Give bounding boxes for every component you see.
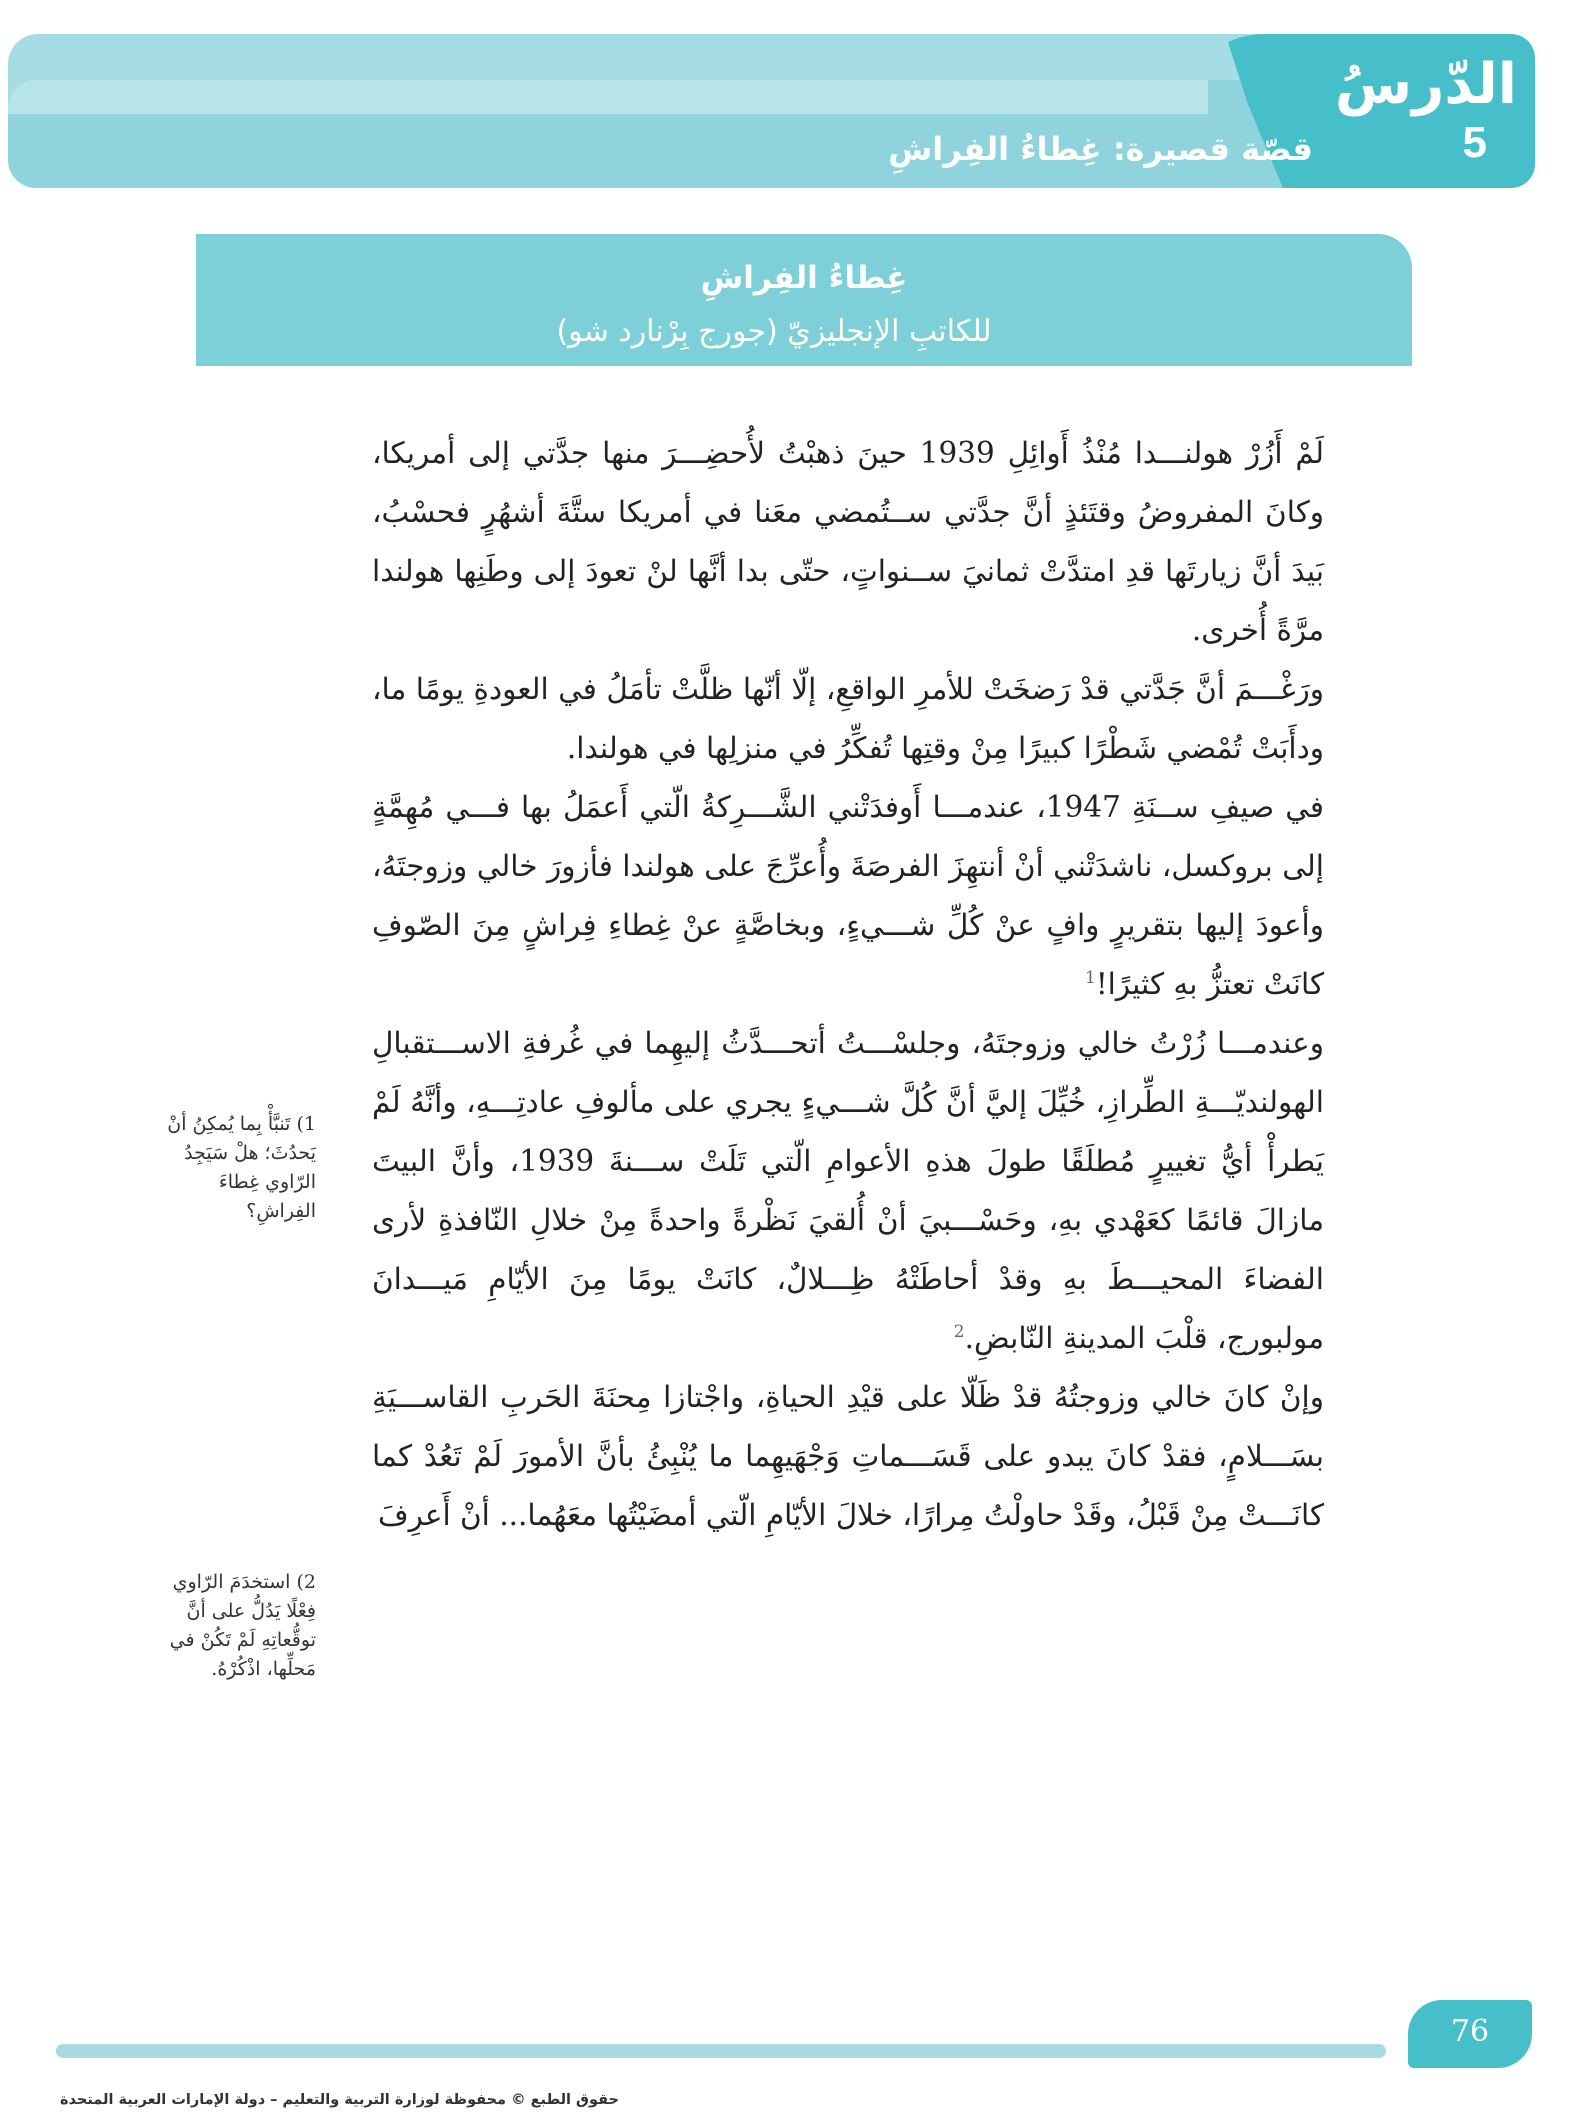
paragraph-4 [372, 1014, 1324, 1368]
paragraph-1: لَمْ أَزُرْ هولنـــدا مُنْذُ أَوائِلِ 1939 حينَ ذهبْتُ لأُحضِـــرَ منها جدَّتي إلى أمريكا، وكانَ المفروضُ وقتَئذٍ أنَّ جدَّتي ســتُمضي معَنا في أمريكا ستَّةَ أشهُرٍ فحسْبُ، بَيدَ أنَّ زيارتَها قدِ امتدَّتْ ثمانيَ ســنواتٍ، حتّى بدا أنَّها لنْ تعودَ إلى وطَنِها هولندا مرَّةً أُخرى. [372, 436, 1325, 647]
paragraph-3-text: في صيفِ ســنَةِ 1947، عندمـــا أَوفدَتْني الشَّـــرِكةُ الّتي أَعمَلُ بها فـــي مُهِمَّةٍ إلى بروكسل، ناشدَتْني أنْ أنتهِزَ الفرصَةَ وأُعرِّجَ على هولندا فأزورَ خالي وزوجتَهُ، وأعودَ إليها بتقريرٍ وافٍ عنْ كُلِّ شـــيءٍ، وبخاصَّةٍ عنْ غِطاءِ فِراشٍ مِنَ الصّوفِ كانَتْ تعتزُّ بهِ كثيرًا! [372, 790, 1325, 1001]
story-title-box [196, 234, 1412, 366]
page-number-tab [1408, 2000, 1532, 2068]
paragraph-2: ورَغْـــمَ أنَّ جَدَّتي قدْ رَضخَتْ للأمرِ الواقعِ، إلّا أنّها ظلَّتْ تأمَلُ في العودةِ يومًا ما، ودأَبَتْ تُمْضي شَطْرًا كبيرًا مِنْ وقتِها تُفكِّرُ في منزلِها في هولندا. [372, 672, 1324, 765]
paragraph-5: وإنْ كانَ خالي وزوجتُهُ قدْ ظَلّا على قيْدِ الحياةِ، واجْتازا مِحنَةَ الحَربِ القاســـيَةِ بسَـــلامٍ، فقدْ كانَ يبدو على قَسَـــماتِ وَجْهَيهِما ما يُنْبِئُ بأنَّ الأمورَ لَمْ تَعُدْ كما كانَـــتْ مِنْ قَبْلُ، وقَدْ حاولْتُ مِرارًا، خلالَ الأيّامِ الّتي أمضَيْتُها معَهُما... أنْ أَعرِفَ [372, 1380, 1324, 1532]
lesson-number: 5 [1462, 118, 1487, 167]
paragraph-4-text: وعندمـــا زُرْتُ خالي وزوجتَهُ، وجلسْـــتُ أتحـــدَّثُ إليهِما في غُرفةِ الاســـتقبالِ الهولنديّـــةِ الطِّرازِ، خُيِّلَ إليَّ أنَّ كُلَّ شـــيءٍ يجري على مألوفِ عادتِـــهِ، وأنَّهُ لَمْ يَطرأْ أيُّ تغييرٍ مُطلَقًا طولَ هذهِ الأعوامِ الّتي تَلَتْ ســـنةَ 1939، وأنَّ البيتَ مازالَ قائمًا كعَهْدي بهِ، وحَسْـــبيَ أنْ أُلقيَ نَظْرةً واحدةً مِنْ خلالِ النّافذةِ لأرى الفضاءَ المحيـــطَ بهِ وقدْ أحاطَتْهُ ظِـــلالٌ، كانَتْ يومًا مِنَ الأيّامِ مَيـــدانَ مولبورج، قلْبَ المدينةِ النّابضِ. [372, 1026, 1324, 1355]
footer-bar [56, 2044, 1386, 2058]
lesson-subtitle: قصّة قصيرة: غِطاءُ الفِراشِ [888, 130, 1313, 168]
story-author: للكاتبِ الإنجليزيّ (جورج بِرْنارد شو) [556, 314, 992, 349]
footnote-ref-2: 2 [953, 1322, 965, 1343]
lesson-label: الدّرسُ [1334, 52, 1517, 117]
footnote-ref-1: 1 [1085, 968, 1096, 989]
story-title: غِطاءُ الفِراشِ [700, 260, 908, 296]
paragraph-3 [372, 778, 1324, 1014]
page-number: 76 [1450, 2014, 1490, 2049]
side-note-1: 1) تَنبَّأْ بِما يُمكِنُ أنْ يَحدُثَ؛ هلْ سَيَجِدُ الرّاوي غِطاءَ الفِراشِ؟ [167, 1113, 316, 1222]
story-body [372, 424, 1324, 1545]
copyright-notice: حقوق الطبع © محفوظة لوزارة التربية والتعليم – دولة الإمارات العربية المتحدة [60, 2092, 619, 2108]
header-banner-stripe [8, 80, 1208, 114]
side-note-2: 2) استخدَمَ الرّاوي فِعْلًا يَدُلُّ على أنَّ توقُّعاتِهِ لَمْ تَكُنْ في مَحلِّها، اذْكُرْهُ. [169, 1571, 316, 1680]
